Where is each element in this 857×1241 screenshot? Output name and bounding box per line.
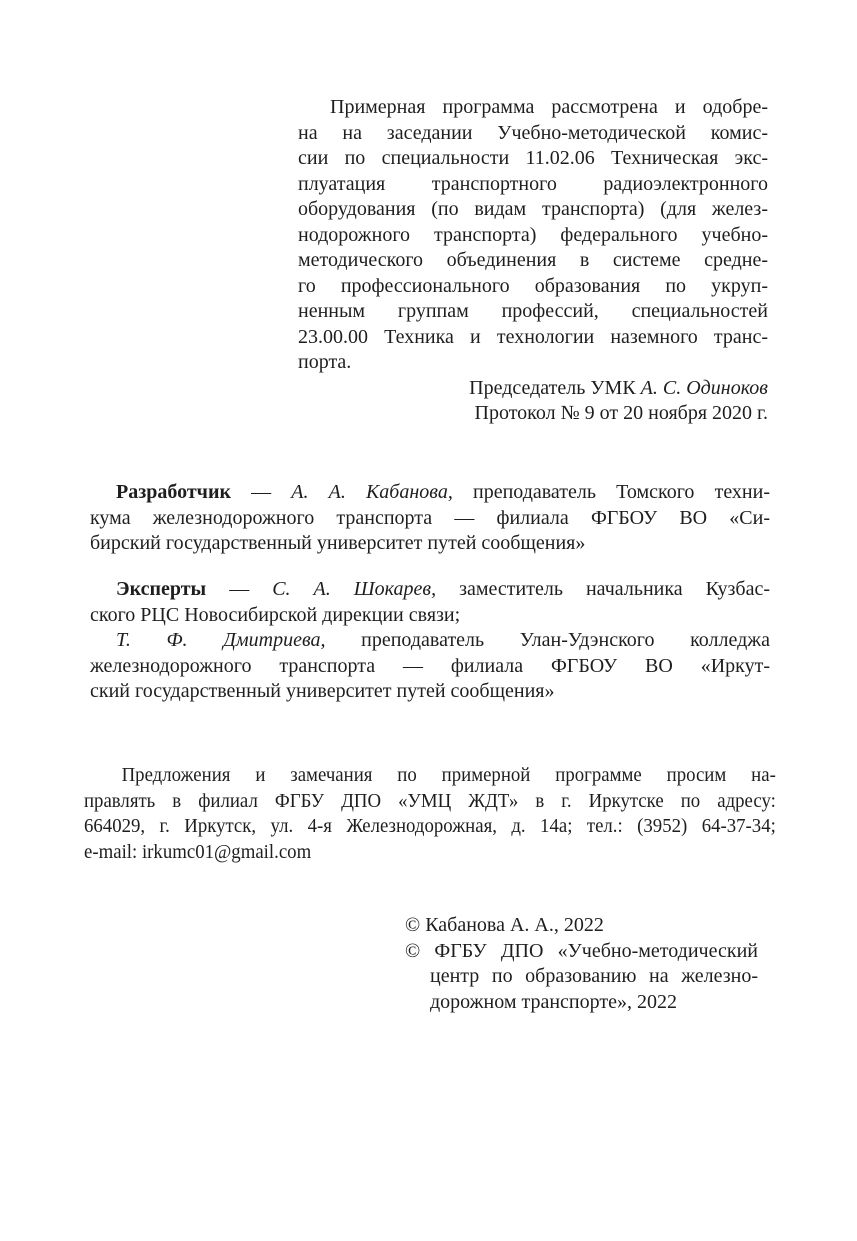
feedback-line: Предложения и замечания по примерной программе просим на- [121,764,776,786]
developer-line: кума железнодорожного транспорта — филиала ФГБОУ ВО «Си- [90,506,770,529]
approval-line: методического объединения в системе средне- [298,249,768,271]
expert2-line: железнодорожного транспорта — филиала ФГБОУ ВО «Иркут- [90,654,770,677]
chair-signature-line [298,376,768,402]
expert2-name: Т. Ф. Дмитриева, [116,629,326,651]
expert1-line [90,577,770,603]
approval-line: сии по специальности 11.02.06 Техническая экс- [298,147,768,169]
approval-line-last: порта. [298,351,352,373]
approval-line: го профессионального образования по укруп- [298,274,768,297]
approval-line: Примерная программа рассмотрена и одобре- [330,96,768,118]
expert2-line-last: ский государственный университет путей сообщения» [90,680,555,702]
copyright-publisher-line: © ФГБУ ДПО «Учебно-методический [405,939,758,962]
dash-separator: — [231,481,292,503]
chair-name: А. С. Одиноков [640,376,768,399]
dash-separator: — [206,578,273,600]
feedback-paragraph [84,763,776,865]
experts-label: Эксперты [116,578,207,600]
expert1-role: заместитель начальника Кузбас- [436,578,770,600]
developer-role: преподаватель Томского техни- [452,481,770,503]
expert1-line-last: ского РЦС Новосибирской дирекции связи; [90,603,461,626]
copyright-author-line: © Кабанова А. А., 2022 [405,914,604,936]
developer-paragraph [90,480,770,557]
copyright-block [405,913,758,1015]
approval-note [298,95,768,427]
feedback-line: правлять в филиал ФГБУ ДПО «УМЦ ЖДТ» в г. Иркутске по адресу: [84,789,776,812]
approval-line: плуатация транспортного радиоэлектронного [298,172,768,195]
approval-line: нодорожного транспорта) федерального учебно- [298,223,768,246]
chair-label: Председатель УМК [469,376,636,399]
publisher-address-line: 664029, г. Иркутск, ул. 4-я Железнодорожная, д. 14а; тел.: (3952) 64-37-34; [84,815,776,837]
publisher-email-line: e-mail: irkumc01@gmail.com [84,840,312,863]
developer-line-last: бирский государственный университет путей сообщения» [90,532,586,554]
expert2-role: преподаватель Улан-Удэнского колледжа [325,629,770,651]
approval-line: оборудования (по видам транспорта) (для желез- [298,198,768,220]
copyright-publisher-line: центр по образованию на железно- [430,965,758,987]
developer-line [90,480,770,506]
protocol-line: Протокол № 9 от 20 ноября 2020 г. [474,402,768,424]
approval-line: ненным группам профессий, специальностей [298,300,768,322]
copyright-publisher-line-last: дорожном транспорте», 2022 [430,990,677,1013]
approval-line: на на заседании Учебно-методической комис- [298,121,768,144]
developer-name: А. А. Кабанова, [291,481,453,503]
developer-label: Разработчик [116,481,231,503]
expert2-line [90,628,770,654]
expert1-name: С. А. Шокарев, [272,578,437,600]
experts-paragraph [90,577,770,705]
approval-line: 23.00.00 Техника и технологии наземного транс- [298,325,768,348]
